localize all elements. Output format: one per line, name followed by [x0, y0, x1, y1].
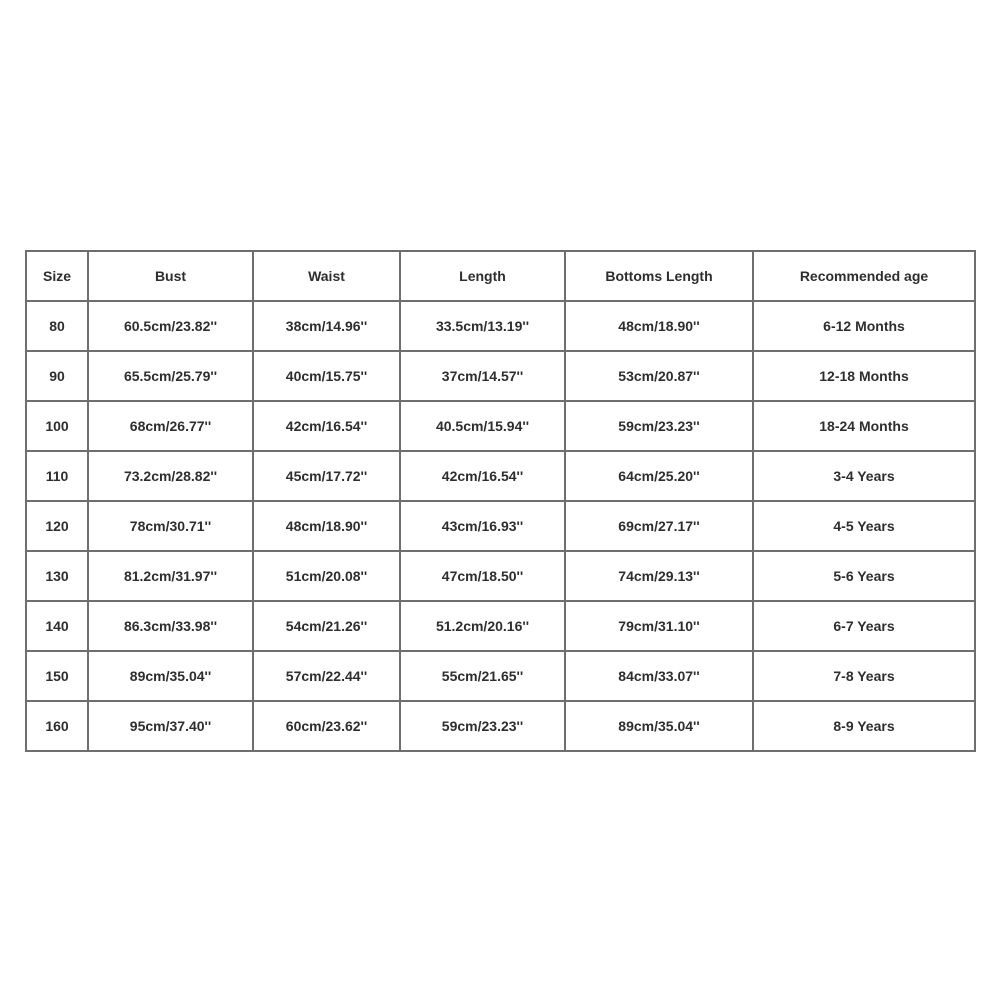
cell-waist: 42cm/16.54'': [253, 401, 400, 451]
cell-bottoms-length: 74cm/29.13'': [565, 551, 753, 601]
cell-size: 100: [26, 401, 88, 451]
cell-recommended-age: 6-7 Years: [753, 601, 975, 651]
cell-length: 33.5cm/13.19'': [400, 301, 565, 351]
cell-size: 130: [26, 551, 88, 601]
cell-waist: 60cm/23.62'': [253, 701, 400, 751]
cell-length: 43cm/16.93'': [400, 501, 565, 551]
header-row: [26, 251, 975, 301]
cell-bottoms-length: 79cm/31.10'': [565, 601, 753, 651]
header-bottoms-length: Bottoms Length: [565, 251, 753, 301]
cell-size: 140: [26, 601, 88, 651]
cell-size: 120: [26, 501, 88, 551]
cell-bottoms-length: 89cm/35.04'': [565, 701, 753, 751]
cell-length: 47cm/18.50'': [400, 551, 565, 601]
table-row: [26, 551, 975, 601]
table-row: [26, 601, 975, 651]
header-length: Length: [400, 251, 565, 301]
cell-bust: 81.2cm/31.97'': [88, 551, 253, 601]
header-size: Size: [26, 251, 88, 301]
cell-length: 42cm/16.54'': [400, 451, 565, 501]
cell-bottoms-length: 84cm/33.07'': [565, 651, 753, 701]
cell-bottoms-length: 69cm/27.17'': [565, 501, 753, 551]
cell-waist: 48cm/18.90'': [253, 501, 400, 551]
cell-size: 110: [26, 451, 88, 501]
cell-size: 80: [26, 301, 88, 351]
table-row: [26, 451, 975, 501]
cell-waist: 40cm/15.75'': [253, 351, 400, 401]
table-row: [26, 351, 975, 401]
cell-length: 59cm/23.23'': [400, 701, 565, 751]
cell-bust: 78cm/30.71'': [88, 501, 253, 551]
cell-recommended-age: 18-24 Months: [753, 401, 975, 451]
cell-size: 150: [26, 651, 88, 701]
cell-waist: 54cm/21.26'': [253, 601, 400, 651]
cell-recommended-age: 12-18 Months: [753, 351, 975, 401]
cell-recommended-age: 6-12 Months: [753, 301, 975, 351]
cell-bottoms-length: 64cm/25.20'': [565, 451, 753, 501]
cell-length: 55cm/21.65'': [400, 651, 565, 701]
cell-length: 37cm/14.57'': [400, 351, 565, 401]
header-recommended-age: Recommended age: [753, 251, 975, 301]
cell-recommended-age: 8-9 Years: [753, 701, 975, 751]
cell-waist: 51cm/20.08'': [253, 551, 400, 601]
cell-bust: 86.3cm/33.98'': [88, 601, 253, 651]
header-waist: Waist: [253, 251, 400, 301]
cell-recommended-age: 5-6 Years: [753, 551, 975, 601]
cell-bust: 73.2cm/28.82'': [88, 451, 253, 501]
table-row: [26, 501, 975, 551]
cell-bust: 89cm/35.04'': [88, 651, 253, 701]
cell-bust: 68cm/26.77'': [88, 401, 253, 451]
table-row: [26, 401, 975, 451]
header-bust: Bust: [88, 251, 253, 301]
table-row: [26, 301, 975, 351]
cell-bottoms-length: 53cm/20.87'': [565, 351, 753, 401]
cell-bottoms-length: 59cm/23.23'': [565, 401, 753, 451]
cell-recommended-age: 4-5 Years: [753, 501, 975, 551]
cell-length: 40.5cm/15.94'': [400, 401, 565, 451]
cell-bust: 65.5cm/25.79'': [88, 351, 253, 401]
cell-bust: 95cm/37.40'': [88, 701, 253, 751]
cell-bust: 60.5cm/23.82'': [88, 301, 253, 351]
cell-waist: 57cm/22.44'': [253, 651, 400, 701]
cell-size: 160: [26, 701, 88, 751]
cell-bottoms-length: 48cm/18.90'': [565, 301, 753, 351]
cell-waist: 45cm/17.72'': [253, 451, 400, 501]
table-row: [26, 701, 975, 751]
size-chart-table: [25, 250, 976, 752]
cell-waist: 38cm/14.96'': [253, 301, 400, 351]
cell-size: 90: [26, 351, 88, 401]
cell-recommended-age: 7-8 Years: [753, 651, 975, 701]
cell-recommended-age: 3-4 Years: [753, 451, 975, 501]
cell-length: 51.2cm/20.16'': [400, 601, 565, 651]
table-row: [26, 651, 975, 701]
